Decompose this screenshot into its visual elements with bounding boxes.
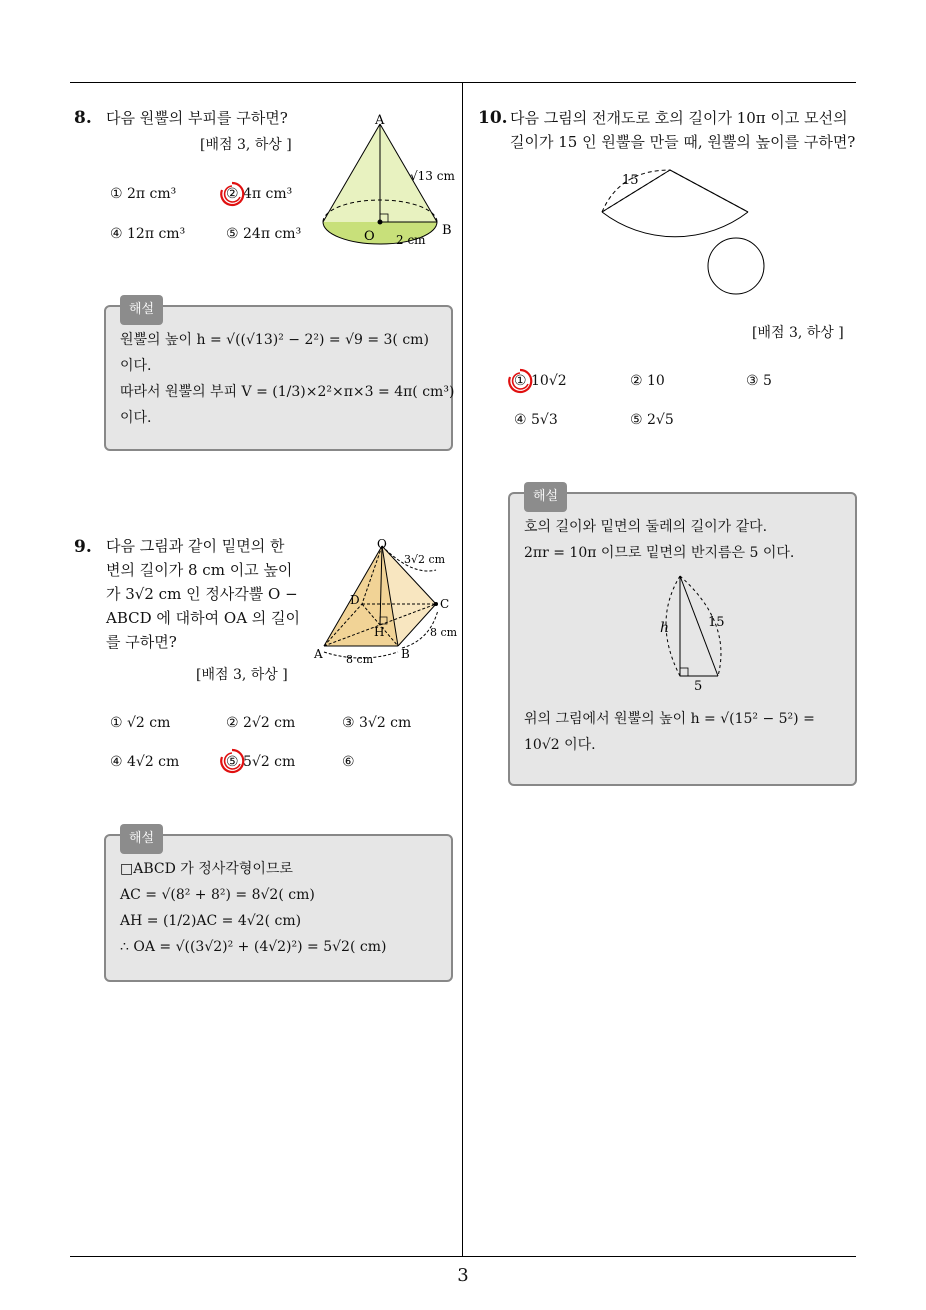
- cone-label-radius: 2 cm: [396, 233, 426, 247]
- solution-line: 호의 길이와 밑면의 둘레의 길이가 같다.: [524, 519, 768, 535]
- pyramid-label-a: A: [314, 647, 323, 661]
- triangle-label-h: h: [660, 620, 670, 636]
- option-1[interactable]: ① 2π cm³: [110, 186, 177, 202]
- solution-line: 위의 그림에서 원뿔의 높이 h = √(15² − 5²) =: [524, 711, 815, 727]
- question-number: 8.: [74, 108, 92, 128]
- question-text-line: 다음 그림의 전개도로 호의 길이가 10π 이고 모선의: [510, 109, 848, 127]
- selected-answer-mark: [218, 747, 246, 775]
- cone-label-center: O: [364, 229, 375, 244]
- pyramid-label-b: B: [401, 647, 410, 661]
- option-2[interactable]: ② 4π cm³: [226, 186, 293, 202]
- option-2[interactable]: ② 10: [630, 373, 665, 389]
- cone-figure: [316, 112, 466, 262]
- question-meta: [배점 3, 하상 ]: [196, 667, 288, 683]
- solution-line: 이다.: [120, 410, 152, 426]
- option-1[interactable]: ① 10√2: [514, 373, 567, 389]
- solution-line: AH = (1/2)AC = 4√2( cm): [120, 913, 302, 929]
- solution-line: 따라서 원뿔의 부피 V = (1/3)×2²×π×3 = 4π( cm³): [120, 384, 455, 400]
- question-meta: [배점 3, 하상 ]: [752, 325, 844, 341]
- cone-net-figure: [590, 160, 780, 300]
- question-text-line: 가 3√2 cm 인 정사각뿔 O −: [106, 585, 298, 603]
- cone-label-b: B: [442, 223, 452, 238]
- solution-tab: 해설: [120, 824, 163, 854]
- option-3[interactable]: ③ 3√2 cm: [342, 715, 412, 731]
- pyramid-label-height: 3√2 cm: [404, 553, 446, 566]
- solution-line: 이다.: [120, 358, 152, 374]
- net-label-slant: 15: [622, 173, 639, 188]
- question-text-line: 를 구하면?: [106, 633, 177, 651]
- solution-line: □ABCD 가 정사각형이므로: [120, 861, 293, 877]
- pyramid-label-side1: 8 cm: [346, 653, 374, 666]
- option-5[interactable]: ⑤ 5√2 cm: [226, 754, 296, 770]
- option-3[interactable]: ③ 5: [746, 373, 772, 389]
- pyramid-label-h: H: [374, 625, 385, 639]
- option-4[interactable]: ④ 12π cm³: [110, 226, 186, 242]
- pyramid-label-d: D: [350, 593, 360, 607]
- selected-answer-mark: [506, 367, 534, 395]
- top-rule: [70, 82, 856, 83]
- option-4[interactable]: ④ 4√2 cm: [110, 754, 180, 770]
- solution-line: AC = √(8² + 8²) = 8√2( cm): [120, 887, 315, 903]
- solution-tab: 해설: [120, 295, 163, 325]
- cone-label-slant: √13 cm: [410, 169, 455, 183]
- question-number: 10.: [478, 108, 508, 128]
- question-text-line: 다음 그림과 같이 밑면의 한: [106, 537, 285, 555]
- pyramid-label-c: C: [440, 597, 450, 611]
- question-number: 9.: [74, 537, 92, 557]
- question-text-line: 변의 길이가 8 cm 이고 높이: [106, 561, 293, 579]
- triangle-label-slant: 15: [708, 615, 725, 630]
- option-1[interactable]: ① √2 cm: [110, 715, 171, 731]
- option-6[interactable]: ⑥: [342, 754, 355, 770]
- option-5[interactable]: ⑤ 2√5: [630, 412, 674, 428]
- solution-box-q10: [508, 489, 857, 786]
- solution-line: ∴ OA = √((3√2)² + (4√2)²) = 5√2( cm): [120, 939, 387, 955]
- pyramid-label-side2: 8 cm: [430, 626, 458, 639]
- pyramid-label-o: O: [377, 537, 387, 551]
- bottom-rule: [70, 1256, 856, 1257]
- solution-box-q8: [104, 302, 455, 451]
- cone-label-apex: A: [375, 113, 385, 128]
- question-text: 다음 원뿔의 부피를 구하면?: [106, 109, 288, 127]
- option-5[interactable]: ⑤ 24π cm³: [226, 226, 302, 242]
- solution-line: 10√2 이다.: [524, 737, 596, 753]
- solution-line: 2πr = 10π 이므로 밑면의 반지름은 5 이다.: [524, 545, 795, 561]
- page-number: 3: [457, 1265, 469, 1286]
- triangle-label-radius: 5: [694, 679, 703, 692]
- pyramid-figure: [312, 536, 462, 668]
- solution-line: 원뿔의 높이 h = √((√13)² − 2²) = √9 = 3( cm): [120, 332, 429, 348]
- solution-box-q9: [104, 831, 453, 982]
- selected-answer-mark: [218, 180, 246, 208]
- option-4[interactable]: ④ 5√3: [514, 412, 558, 428]
- solution-tab: 해설: [524, 482, 567, 512]
- question-meta: [배점 3, 하상 ]: [200, 137, 292, 153]
- solution-triangle-figure: [652, 572, 742, 692]
- option-2[interactable]: ② 2√2 cm: [226, 715, 296, 731]
- question-text-line: 길이가 15 인 원뿔을 만들 때, 원뿔의 높이를 구하면?: [510, 133, 856, 151]
- question-text-line: ABCD 에 대하여 OA 의 길이: [106, 609, 301, 627]
